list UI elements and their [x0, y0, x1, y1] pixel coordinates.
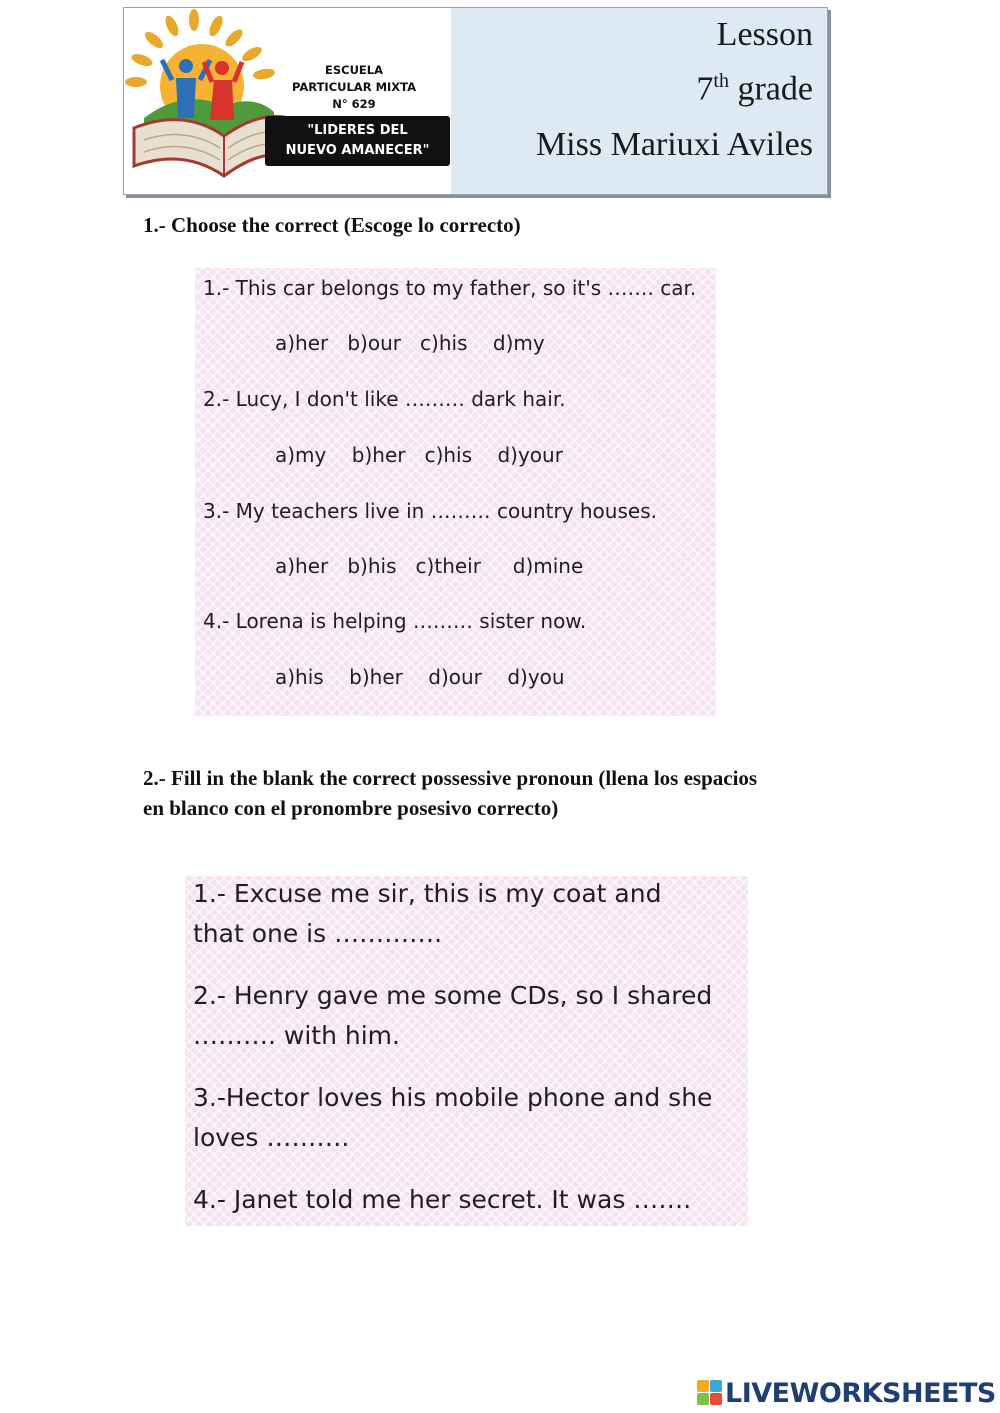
fill-question-3-blank[interactable]: loves ……….: [193, 1123, 350, 1152]
worksheet-header: [123, 7, 828, 195]
lesson-info-panel: [451, 8, 827, 194]
question-3-options[interactable]: a)her b)his c)their d)mine: [275, 554, 584, 578]
question-1: 1.- This car belongs to my father, so it's ……. car.: [203, 276, 697, 300]
section1-title: 1.- Choose the correct (Escoge lo correcto): [143, 213, 521, 237]
fill-question-2: 2.- Henry gave me some CDs, so I shared: [193, 981, 713, 1010]
school-logo: [124, 8, 451, 194]
school-name: [274, 62, 434, 113]
motto-line: "LIDERES DEL: [307, 123, 408, 138]
question-2: 2.- Lucy, I don't like ……… dark hair.: [203, 387, 566, 411]
fill-question-1-blank[interactable]: that one is ………….: [193, 919, 443, 948]
motto-line: NUEVO AMANECER": [285, 143, 430, 158]
grade-label: [696, 70, 813, 108]
grade-suffix: th: [713, 70, 729, 92]
question-2-options[interactable]: a)my b)her c)his d)your: [275, 443, 563, 467]
lesson-label: Lesson: [716, 16, 813, 53]
school-name-line: PARTICULAR MIXTA: [291, 80, 417, 94]
grade-word: grade: [737, 70, 813, 108]
school-number: N° 629: [332, 97, 376, 111]
teacher-name: Miss Mariuxi Aviles: [535, 126, 813, 163]
fill-question-1: 1.- Excuse me sir, this is my coat and: [193, 879, 662, 908]
question-4-options[interactable]: a)his b)her d)our d)you: [275, 665, 565, 689]
question-1-options[interactable]: a)her b)our c)his d)my: [275, 331, 545, 355]
liveworksheets-logo-icon: [697, 1380, 723, 1406]
grade-number: 7: [696, 70, 714, 108]
section2-exercise-box: [185, 876, 748, 1226]
fill-question-3: 3.-Hector loves his mobile phone and she: [193, 1083, 713, 1112]
section2-title-line2: en blanco con el pronombre posesivo correcto): [143, 796, 559, 820]
question-4: 4.- Lorena is helping ……… sister now.: [203, 609, 587, 633]
school-name-line: ESCUELA: [325, 63, 383, 77]
fill-question-2-blank[interactable]: ………. with him.: [193, 1021, 400, 1050]
liveworksheets-wordmark: LIVEWORKSHEETS: [725, 1377, 996, 1409]
liveworksheets-brand: [697, 1378, 996, 1408]
section2-title-line1: 2.- Fill in the blank the correct possessive pronoun (llena los espacios: [143, 766, 758, 790]
fill-question-4[interactable]: 4.- Janet told me her secret. It was …….: [193, 1185, 692, 1214]
section1-exercise-box: [195, 268, 716, 716]
question-3: 3.- My teachers live in ……… country houses.: [203, 499, 657, 523]
school-motto: [265, 116, 450, 166]
